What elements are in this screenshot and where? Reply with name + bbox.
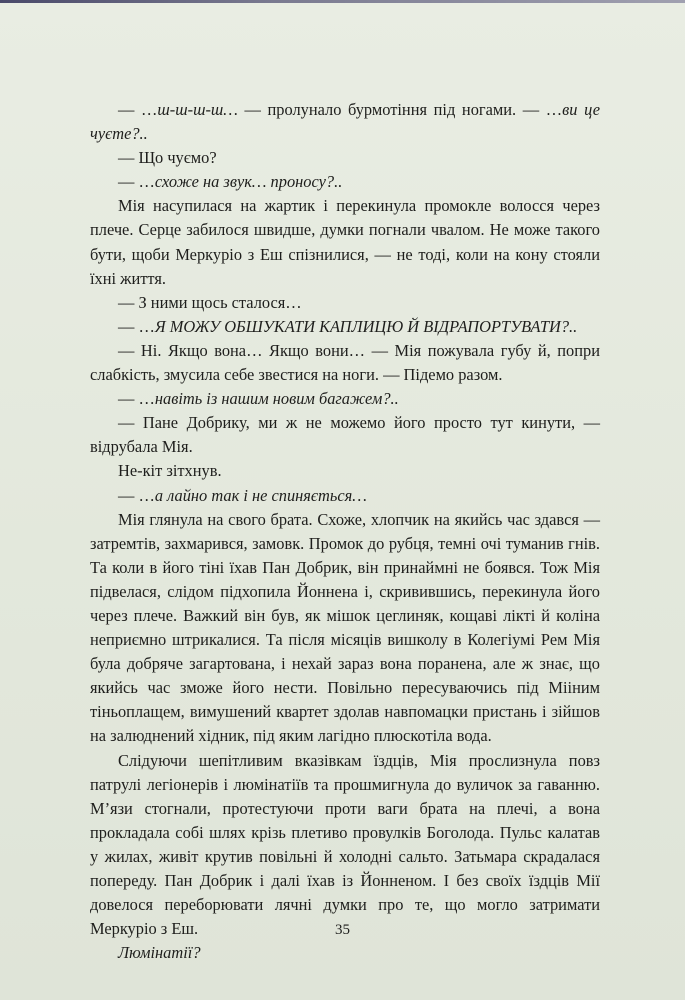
text-run: — … — [118, 172, 155, 192]
body-text — [90, 98, 600, 965]
text-run: Мія глянула на свого брата. Схоже, хлопчик на якийсь час здався — затремтів, захмарився, замовк. Промок до рубця, темні очі туманив гнів. Та коли в його тіні їхав Пан Добрик, він принаймні не боявся. Тож Мія підвелася, слідом підхопила Йоннена і, скривившись, перекинула його через плече. Важкий він був, як мішок цеглиняк, кощаві лікті й коліна неприємно штрикалися. Та після місяців вишколу в Колегіумі Рем Мія була добряче загартована, і нехай зараз вона поранена, але ж знає, що якийсь час зможе його нести. Повільно пересуваючись під Мііним тіньоплащем, вимушений квартет здолав навпомацки пристань і зійшов на залюднений хідник, під яким лагідно плюскотіла вода. — [90, 509, 600, 746]
italic-text: Я МОЖУ ОБШУКАТИ КАПЛИЦЮ Й ВІДРАПОРТУВАТИ?.. — [154, 316, 578, 336]
paragraph — [90, 146, 600, 170]
paragraph — [90, 484, 600, 508]
italic-text: а лайно так і не спиняється… — [154, 485, 367, 505]
paragraph — [90, 339, 600, 387]
italic-text: схоже на звук… проносу?.. — [154, 172, 343, 192]
italic-text: ви це чуєте?.. — [90, 100, 600, 144]
text-run: — … — [118, 100, 158, 119]
text-run: — З ними щось сталося… — [118, 292, 302, 312]
paragraph — [90, 98, 600, 146]
text-run: Слідуючи шепітливим вказівкам їздців, Мія прослизнула повз патрулі легіонерів і люмінатіїв та прошмигнула до вуличок за гаванню. М’язи стогнали, протестуючи проти ваги брата на плечі, а вона прокладала собі шлях крізь плетиво провулків Боголода. Пульс калатав у жилах, живіт крутив повільні й холодні сальто. Затьмара скрадалася попереду. Пан Добрик і далі їхав із Йонненом. І без своїх їздців Мії довелося переборювати лячні думки про те, що могло затримати Меркуріо з Еш. — [90, 750, 600, 939]
text-run: Не-кіт зітхнув. — [118, 461, 222, 481]
paragraph — [90, 508, 600, 749]
paragraph — [90, 170, 600, 194]
text-run: Мія насупилася на жартик і перекинула промокле волосся через плече. Серце забилося швидше, думки погнали чвалом. Не може такого бути, щоби Меркуріо з Еш спізнилися, — не тоді, коли на кону стояли їхні життя. — [90, 196, 600, 288]
text-run: — Ні. Якщо вона… Якщо вони… — Мія пожувала губу й, попри слабкість, змусила себе звестися на ноги. — Підемо разом. — [90, 340, 600, 385]
paragraph — [90, 194, 600, 290]
paragraph — [90, 411, 600, 459]
text-run: — … — [118, 485, 155, 505]
text-run: — Що чуємо? — [118, 148, 217, 168]
paragraph — [90, 459, 600, 483]
paragraph — [90, 291, 600, 315]
italic-text: Люмінатії? — [118, 943, 201, 963]
text-run: — Пане Добрику, ми ж не можемо його просто тут кинути, — відрубала Мія. — [90, 413, 600, 457]
paragraph — [90, 315, 600, 339]
paragraph — [90, 749, 600, 942]
italic-text: навіть із нашим новим багажем?.. — [154, 389, 399, 409]
page-number: 35 — [335, 922, 350, 938]
text-run: — пролунало бурмотіння під ногами. — … — [237, 100, 563, 119]
text-run: — … — [118, 316, 155, 336]
text-run: — … — [118, 389, 155, 409]
italic-text: ш-ш-ш-ш… — [157, 100, 238, 119]
paragraph — [90, 941, 600, 965]
page-edge — [0, 0, 685, 3]
paragraph — [90, 387, 600, 411]
